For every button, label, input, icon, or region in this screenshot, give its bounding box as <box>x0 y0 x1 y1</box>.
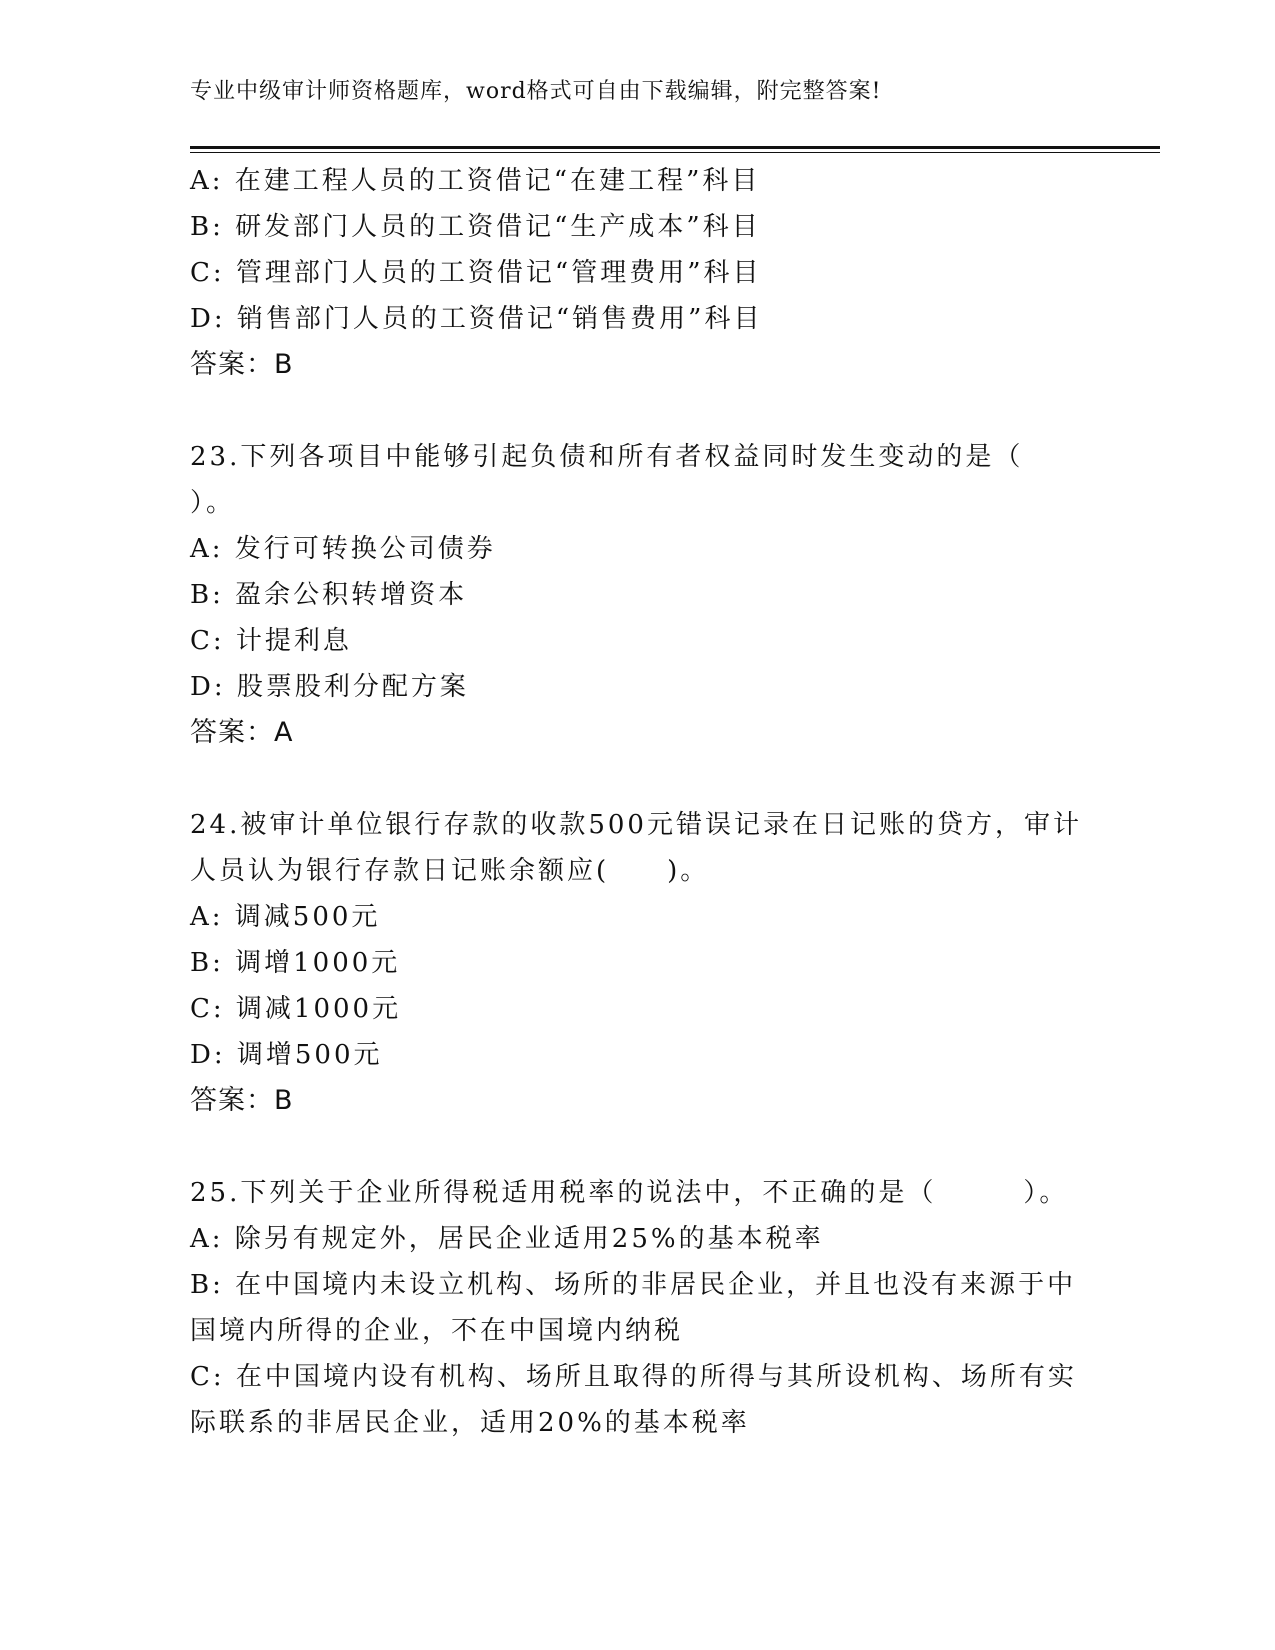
option-c: C: 管理部门人员的工资借记“管理费用”科目 <box>190 258 762 288</box>
header-rule-thin <box>190 152 1160 153</box>
spacer <box>190 756 1150 802</box>
option-c: C: 在中国境内设有机构、场所且取得的所得与其所设机构、场所有实 <box>190 1362 1077 1392</box>
option-b: B: 在中国境内未设立机构、场所的非居民企业，并且也没有来源于中 <box>190 1270 1077 1300</box>
question-stem: ）。 <box>190 488 236 518</box>
option-c-continued: 际联系的非居民企业，适用20%的基本税率 <box>190 1408 750 1438</box>
option-d: D: 销售部门人员的工资借记“销售费用”科目 <box>190 304 763 334</box>
answer-23: 答案：A <box>190 717 294 748</box>
option-a: A: 在建工程人员的工资借记“在建工程”科目 <box>190 166 761 196</box>
option-b: B: 盈余公积转增资本 <box>190 580 468 610</box>
spacer <box>190 388 1150 434</box>
option-c: C: 调减1000元 <box>190 994 402 1024</box>
question-stem: 24.被审计单位银行存款的收款500元错误记录在日记账的贷方，审计 <box>190 810 1082 840</box>
question-stem: 25.下列关于企业所得税适用税率的说法中，不正确的是（ ）。 <box>190 1178 1069 1208</box>
option-b: B: 调增1000元 <box>190 948 401 978</box>
option-d: D: 调增500元 <box>190 1040 383 1070</box>
question-content <box>190 158 1150 1446</box>
question-25 <box>190 1170 1150 1446</box>
answer-22: 答案：B <box>190 349 294 380</box>
question-stem: 23.下列各项目中能够引起负债和所有者权益同时发生变动的是（ <box>190 442 1024 472</box>
question-24 <box>190 802 1150 1124</box>
spacer <box>190 1124 1150 1170</box>
question-23 <box>190 434 1150 756</box>
option-a: A: 调减500元 <box>190 902 381 932</box>
option-a: A: 除另有规定外，居民企业适用25%的基本税率 <box>190 1224 824 1254</box>
option-c: C: 计提利息 <box>190 626 352 656</box>
header-rule-thick <box>190 146 1160 149</box>
option-b: B: 研发部门人员的工资借记“生产成本”科目 <box>190 212 761 242</box>
answer-24: 答案：B <box>190 1085 294 1116</box>
question-stem: 人员认为银行存款日记账余额应( )。 <box>190 856 710 886</box>
question-22-options <box>190 158 1150 388</box>
option-d: D: 股票股利分配方案 <box>190 672 469 702</box>
option-a: A: 发行可转换公司债券 <box>190 534 496 564</box>
option-b-continued: 国境内所得的企业，不在中国境内纳税 <box>190 1316 684 1346</box>
page-header: 专业中级审计师资格题库，word格式可自由下载编辑，附完整答案! <box>190 79 882 104</box>
